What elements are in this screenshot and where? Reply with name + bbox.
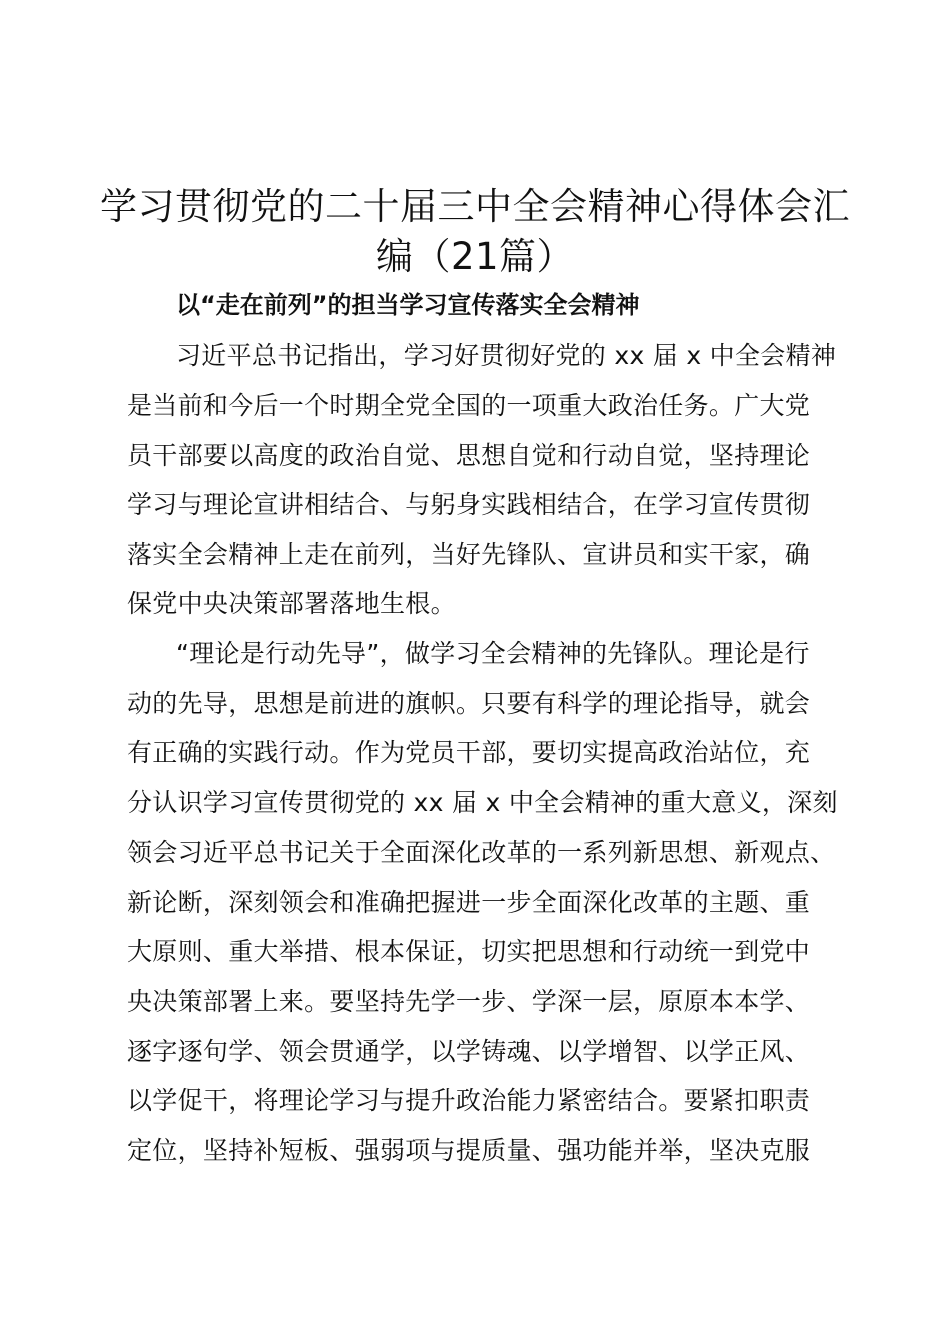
paragraph-line: 定位，坚持补短板、强弱项与提质量、强功能并举，坚决克服: [127, 1136, 811, 1165]
paragraph-line: 员干部要以高度的政治自觉、思想自觉和行动自觉，坚持理论: [127, 441, 811, 470]
paragraph-line: 央决策部署上来。要坚持先学一步、学深一层，原原本本学、: [127, 987, 811, 1016]
paragraph-line: 有正确的实践行动。作为党员干部，要切实提高政治站位，充: [127, 738, 811, 767]
section-subtitle: 以“走在前列”的担当学习宣传落实全会精神: [176, 291, 640, 319]
paragraph-line: 动的先导，思想是前进的旗帜。只要有科学的理论指导，就会: [127, 689, 811, 718]
paragraph-line: 新论断，深刻领会和准确把握进一步全面深化改革的主题、重: [127, 888, 811, 917]
paragraph-line: 逐字逐句学、领会贯通学，以学铸魂、以学增智、以学正风、: [127, 1037, 811, 1066]
paragraph-line: 领会习近平总书记关于全面深化改革的一系列新思想、新观点、: [127, 838, 836, 867]
document-title-line-1: 学习贯彻党的二十届三中全会精神心得体会汇: [100, 185, 850, 228]
paragraph-line: 大原则、重大举措、根本保证，切实把思想和行动统一到党中: [127, 937, 811, 966]
paragraph-line: 是当前和今后一个时期全党全国的一项重大政治任务。广大党: [127, 391, 811, 420]
paragraph-line: “理论是行动先导”，做学习全会精神的先锋队。理论是行: [176, 639, 810, 668]
document-title-line-2: 编（21篇）: [375, 235, 575, 278]
paragraph-line: 习近平总书记指出，学习好贯彻好党的 xx 届 x 中全会精神: [176, 341, 837, 370]
paragraph-line: 分认识学习宣传贯彻党的 xx 届 x 中全会精神的重大意义，深刻: [127, 788, 838, 817]
paragraph-line: 保党中央决策部署落地生根。: [127, 589, 456, 618]
paragraph-line: 学习与理论宣讲相结合、与躬身实践相结合，在学习宣传贯彻: [127, 490, 811, 519]
paragraph-line: 落实全会精神上走在前列，当好先锋队、宣讲员和实干家，确: [127, 540, 811, 569]
paragraph-line: 以学促干，将理论学习与提升政治能力紧密结合。要紧扣职责: [127, 1086, 811, 1115]
